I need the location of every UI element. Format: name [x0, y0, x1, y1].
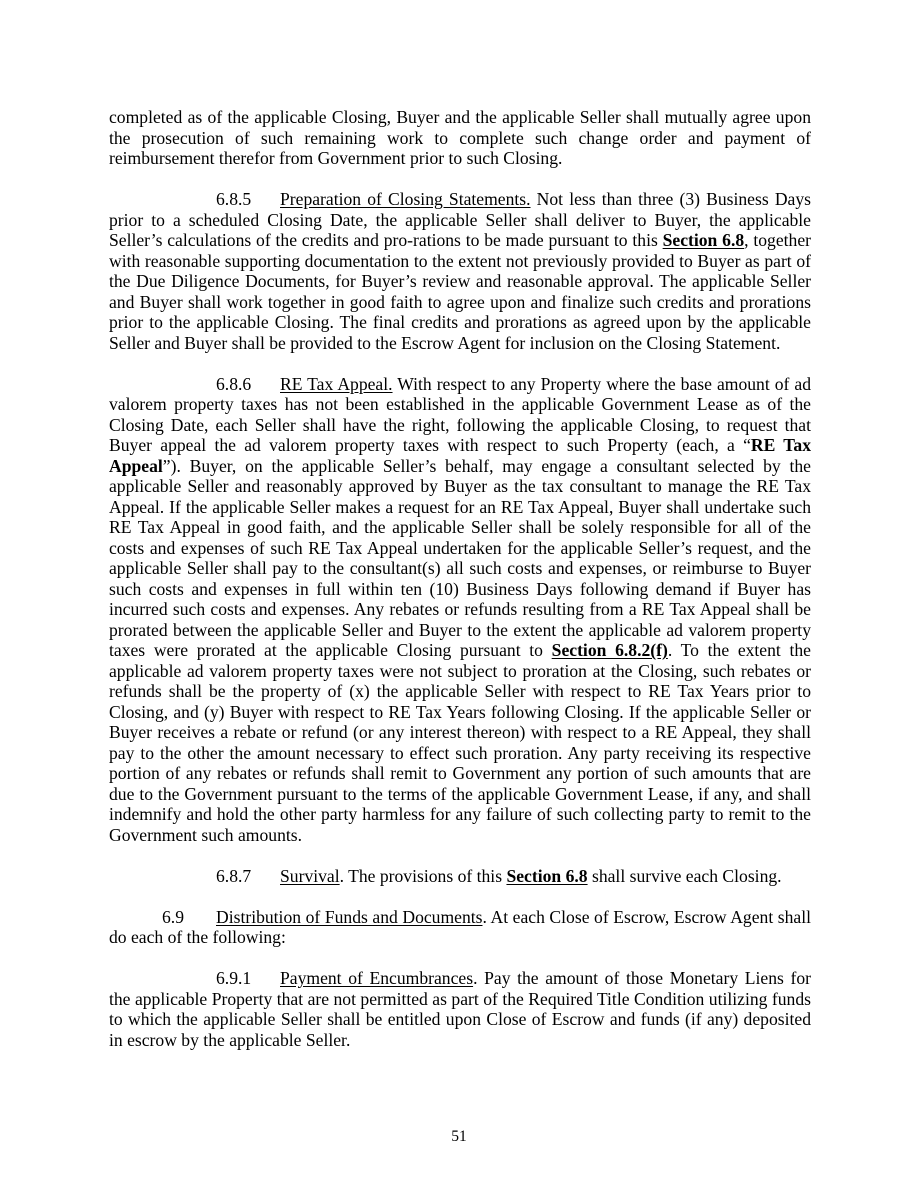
paragraph-gap [109, 886, 811, 907]
document-page [109, 107, 811, 1050]
section-number: 6.8.5 [216, 189, 252, 209]
section-text: ”). Buyer, on the applicable Seller’s behalf, may engage a consultant selected by the applicable Seller and reasonably approved by Buyer as the tax consultant to manage the RE Tax Appeal. If the applicable Seller makes a request for an RE Tax Appeal, Buyer shall undertake such RE Tax Appeal in good faith, and the applicable Seller shall be solely responsible for all of the costs and expenses of such RE Tax Appeal undertaken for the applicable Seller’s request, and the applicable Seller shall pay to the consultant(s) all such costs and expenses, or reimburse to Buyer such costs and expenses in full within ten (10) Business Days following demand if Buyer has incurred such costs and expenses. Any rebates or refunds resulting from a RE Tax Appeal shall be prorated between the applicable Seller and Buyer to the extent the applicable ad valorem property taxes were prorated at the applicable Closing pursuant to [109, 455, 811, 660]
paragraph-continued [109, 107, 811, 169]
section-heading: Payment of Encumbrances [280, 968, 474, 988]
section-heading: Preparation of Closing Statements. [280, 189, 531, 209]
section-text: . The provisions of this [339, 865, 507, 886]
paragraph-gap [109, 948, 811, 969]
section-number: 6.9.1 [216, 968, 252, 988]
section-cross-reference: Section 6.8.2(f) [551, 640, 668, 660]
section-text: With respect to any Property where the base amount of ad valorem property taxes has not been established in the applicable Government Lease as of the Closing Date, each Seller shall have the right, following the applicable Closing, to request that Buyer appeal the ad valorem property taxes with respect to such Property (each, a “ [109, 373, 811, 455]
section-heading: RE Tax Appeal. [280, 373, 393, 394]
section-6-8-6 [109, 374, 811, 846]
section-text: . To the extent the applicable ad valorem property taxes were not subject to proration at the Closing, such rebates or refunds shall be the property of (x) the applicable Seller with respect to RE Tax Years prior to Closing, and (y) Buyer with respect to RE Tax Years following Closing. If the applicable Seller or Buyer receives a rebate or refund (or any interest thereon) with respect to a RE Appeal, they shall pay to the other the amount necessary to effect such proration. Any party receiving its respective portion of any rebates or refunds shall remit to Government any portion of such amounts that are due to the Government pursuant to the terms of the applicable Government Lease, if any, and shall indemnify and hold the other party harmless for any failure of such collecting party to remit to the Government such amounts. [109, 640, 811, 845]
paragraph-text: completed as of the applicable Closing, Buyer and the applicable Seller shall mutually agree upon the prosecution of such remaining work to complete such change order and payment of reimbursement therefor from Government prior to such Closing. [109, 107, 811, 168]
section-heading: Survival [280, 865, 340, 886]
paragraph-gap [109, 169, 811, 190]
page-number: 51 [451, 1128, 467, 1145]
section-text: . Pay the amount of those Monetary Liens for the applicable Property that are not permitted as part of the Required Title Condition utilizing funds to which the applicable Seller shall be entitled upon Close of Escrow and funds (if any) deposited in escrow by the applicable Seller. [109, 968, 811, 1050]
paragraph-gap [109, 845, 811, 866]
section-text: , together with reasonable supporting documentation to the extent not previously provided to Buyer as part of the Due Diligence Documents, for Buyer’s review and reasonable approval. The applicable Seller and Buyer shall work together in good faith to agree upon and finalize such credits and prorations prior to the applicable Closing. The final credits and prorations as agreed upon by the applicable Seller and Buyer shall be provided to the Escrow Agent for inclusion on the Closing Statement. [109, 230, 811, 353]
section-cross-reference: Section 6.8 [662, 230, 745, 250]
section-text: Not less than three (3) Business Days prior to a scheduled Closing Date, the applicable Seller shall deliver to Buyer, the applicable Seller’s calculations of the credits and pro-rations to be made pursuant to this [109, 189, 811, 250]
section-6-9-1 [109, 968, 811, 1050]
paragraph-gap [109, 353, 811, 374]
section-6-8-5 [109, 189, 811, 353]
section-number: 6.8.6 [216, 373, 252, 394]
section-number: 6.8.7 [216, 865, 252, 886]
section-6-8-7 [109, 866, 811, 887]
section-6-9 [109, 907, 811, 948]
defined-term: RE Tax Appeal [109, 435, 811, 476]
section-heading: Distribution of Funds and Documents [216, 906, 483, 927]
section-number: 6.9 [162, 906, 184, 927]
section-cross-reference: Section 6.8 [506, 865, 588, 886]
section-text: . At each Close of Escrow, Escrow Agent shall do each of the following: [109, 906, 811, 947]
section-text: shall survive each Closing. [587, 865, 782, 886]
